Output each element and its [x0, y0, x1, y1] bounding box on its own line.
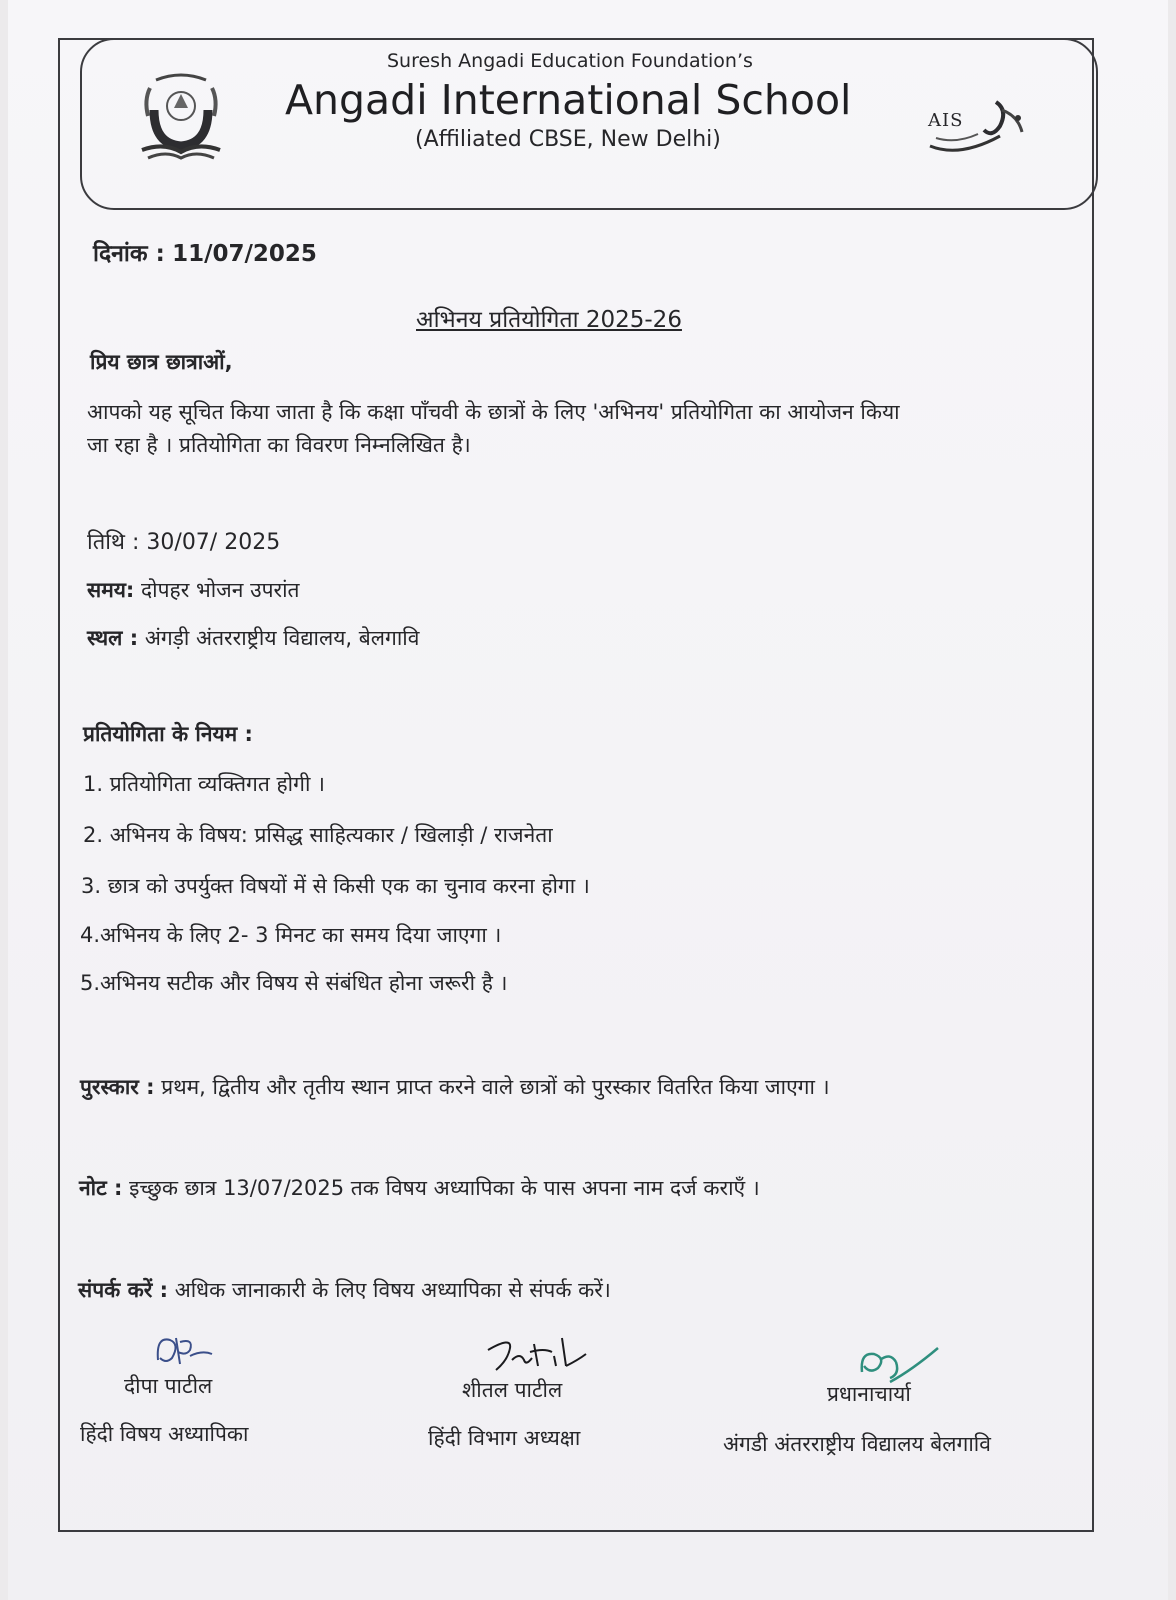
- rules-heading: प्रतियोगिता के नियम :: [83, 722, 253, 746]
- event-time-label: समय:: [87, 578, 135, 602]
- ais-logo-icon: [926, 96, 1030, 160]
- rule-item: 1. प्रतियोगिता व्यक्तिगत होगी ।: [83, 772, 326, 796]
- contact-text: अधिक जानाकारी के लिए विषय अध्यापिका से संपर्क करें।: [174, 1278, 611, 1302]
- salutation: प्रिय छात्र छात्राओं,: [90, 350, 233, 374]
- intro-line-2: जा रहा है । प्रतियोगिता का विवरण निम्नलिखित है।: [87, 433, 471, 457]
- prize-label: पुरस्कार :: [80, 1075, 155, 1099]
- notice-date: [93, 236, 317, 268]
- signatory-name: प्रधानाचार्या: [827, 1382, 911, 1406]
- school-emblem-icon: [134, 70, 228, 162]
- signatory-role: हिंदी विभाग अध्यक्षा: [428, 1426, 581, 1450]
- event-date-value: 30/07/ 2025: [146, 530, 281, 555]
- signatory-role: हिंदी विषय अध्यापिका: [80, 1422, 249, 1446]
- event-date-label: तिथि :: [87, 530, 140, 555]
- prize-text: प्रथम, द्वितीय और तृतीय स्थान प्राप्त करने वाले छात्रों को पुरस्कार वितरित किया जाएगा ।: [161, 1075, 830, 1099]
- event-time: [87, 576, 300, 604]
- date-label: दिनांक :: [93, 241, 165, 267]
- affiliation: (Affiliated CBSE, New Delhi): [415, 127, 721, 152]
- note-text: इच्छुक छात्र 13/07/2025 तक विषय अध्यापिका के पास अपना नाम दर्ज कराएँ ।: [129, 1176, 760, 1200]
- event-venue-label: स्थल :: [87, 626, 139, 650]
- signature-hod: [482, 1330, 592, 1378]
- signature-teacher: [150, 1328, 220, 1370]
- event-venue-value: अंगड़ी अंतरराष्ट्रीय विद्यालय, बेलगावि: [144, 626, 420, 650]
- rule-item: 2. अभिनय के विषय: प्रसिद्ध साहित्यकार / खिलाड़ी / राजनेता: [83, 823, 553, 847]
- rule-item: 5.अभिनय सटीक और विषय से संबंधित होना जरूरी है ।: [80, 971, 508, 995]
- event-date: [87, 526, 280, 556]
- notice-title: अभिनय प्रतियोगिता 2025-26: [416, 307, 682, 333]
- date-value: 11/07/2025: [172, 241, 317, 267]
- signatory-role: अंगडी अंतरराष्ट्रीय विद्यालय बेलगावि: [723, 1432, 991, 1456]
- contact-line: [78, 1276, 611, 1304]
- contact-label: संपर्क करें :: [78, 1278, 168, 1302]
- rule-item: 3. छात्र को उपर्युक्त विषयों में से किसी एक का चुनाव करना होगा ।: [81, 874, 590, 898]
- signatory-name: दीपा पाटील: [124, 1374, 213, 1398]
- signatory-name: शीतल पाटील: [462, 1378, 563, 1402]
- event-venue: [87, 624, 419, 652]
- prize-line: [80, 1073, 830, 1101]
- ais-logo-text: AIS: [928, 110, 964, 131]
- foundation-name: Suresh Angadi Education Foundation’s: [387, 50, 753, 72]
- event-time-value: दोपहर भोजन उपरांत: [141, 578, 300, 602]
- note-label: नोट :: [79, 1176, 123, 1200]
- rule-item: 4.अभिनय के लिए 2- 3 मिनट का समय दिया जाएगा ।: [80, 923, 502, 947]
- school-name: Angadi International School: [285, 76, 852, 124]
- intro-line-1: आपको यह सूचित किया जाता है कि कक्षा पाँचवी के छात्रों के लिए 'अभिनय' प्रतियोगिता का आयोजन किया: [87, 400, 900, 424]
- note-line: [79, 1174, 760, 1202]
